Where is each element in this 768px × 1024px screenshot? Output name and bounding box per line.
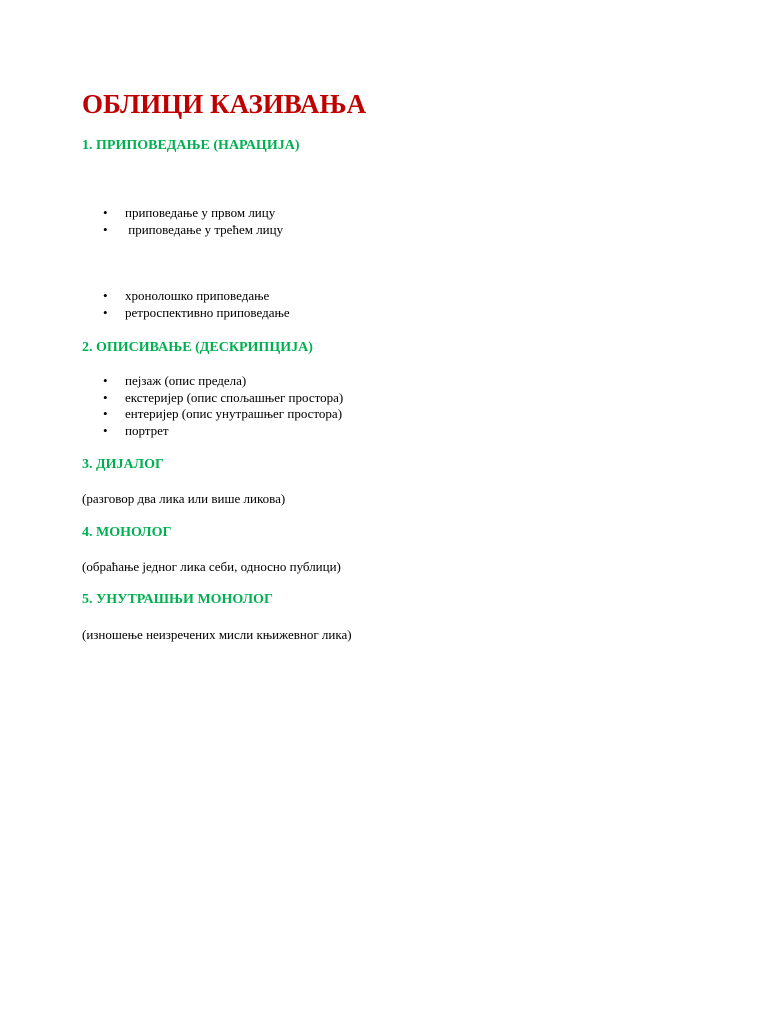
list-item: • екстеријер (опис спољашњег простора) [103, 389, 344, 405]
list-item: • хронолошко приповедање [103, 288, 270, 303]
bullet-icon: • [103, 221, 108, 237]
section-5-heading: 5. УНУТРАШЊИ МОНОЛОГ [82, 592, 273, 607]
section-3-heading: 3. ДИЈАЛОГ [82, 457, 164, 472]
bullet-icon: • [103, 389, 108, 405]
bullet-icon: • [103, 422, 108, 438]
list-item: • портрет [103, 422, 169, 438]
section-1-list-b [82, 288, 290, 321]
list-item: • приповедање у првом лицу [103, 205, 276, 220]
bullet-icon: • [103, 373, 108, 388]
section-3-text: (разговор два лика или више ликова) [82, 491, 286, 506]
document-title: ОБЛИЦИ КАЗИВАЊА [82, 89, 367, 119]
list-item: • пејзаж (опис предела) [103, 373, 247, 388]
section-4-text: (обраћање једног лика себи, односно публици) [82, 559, 341, 574]
list-item: • ретроспективно приповедање [103, 304, 290, 320]
bullet-icon: • [103, 205, 108, 220]
section-1-heading: 1. ПРИПОВЕДАЊЕ (НАРАЦИЈА) [82, 138, 300, 153]
section-5-text: (изношење неизречених мисли књижевног лика) [82, 627, 352, 642]
bullet-icon: • [103, 304, 108, 320]
section-2-list [82, 373, 343, 439]
bullet-icon: • [103, 288, 108, 303]
bullet-icon: • [103, 406, 108, 421]
list-item: • ентеријер (опис унутрашњег простора) [103, 406, 343, 421]
section-4-heading: 4. МОНОЛОГ [82, 525, 172, 540]
section-2-heading: 2. ОПИСИВАЊЕ (ДЕСКРИПЦИЈА) [82, 340, 313, 355]
list-item: • приповедање у трећем лицу [103, 221, 284, 237]
section-1-list-a [82, 205, 283, 238]
